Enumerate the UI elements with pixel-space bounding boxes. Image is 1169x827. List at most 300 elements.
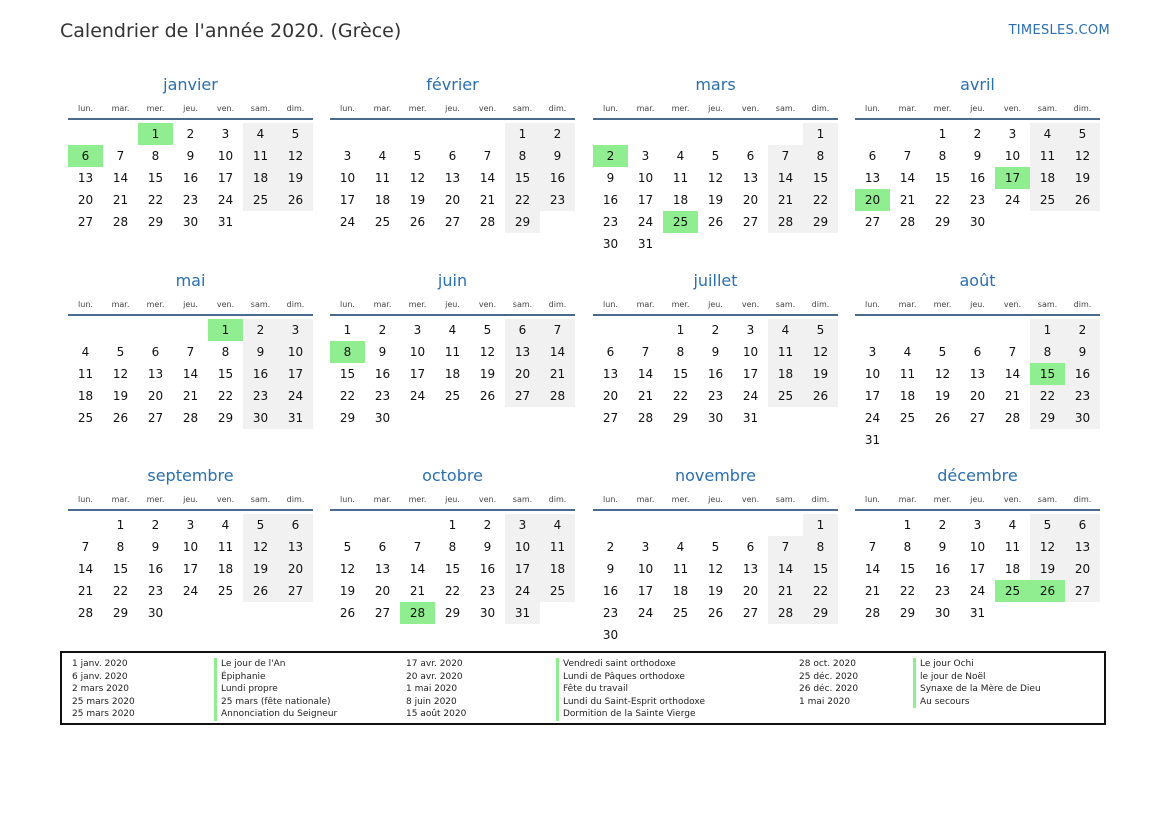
month-name: juin — [437, 271, 468, 290]
month-name: décembre — [937, 466, 1018, 485]
day-cell: 11 — [243, 145, 278, 167]
day-cell: 4 — [448, 323, 457, 337]
day-cell: 20 — [602, 389, 619, 403]
weekday-label: sam. — [512, 494, 533, 504]
empty-cell — [925, 319, 960, 341]
empty-cell — [593, 514, 628, 536]
holiday-day-cell: 8 — [330, 341, 365, 363]
day-cell: 1 — [116, 518, 125, 532]
weekday-header — [593, 98, 838, 120]
day-cell: 23 — [969, 193, 986, 207]
day-cell: 14 — [182, 367, 199, 381]
day-cell: 21 — [409, 584, 426, 598]
day-cell: 12 — [112, 367, 129, 381]
day-cell: 21 — [112, 193, 129, 207]
day-cell: 22 — [803, 189, 838, 211]
day-cell: 5 — [116, 345, 125, 359]
day-cell: 21 — [637, 389, 654, 403]
day-cell: 16 — [707, 367, 724, 381]
day-cell: 18 — [540, 558, 575, 580]
day-cell: 22 — [672, 389, 689, 403]
day-cell: 9 — [540, 145, 575, 167]
day-cell: 14 — [540, 341, 575, 363]
day-cell: 4 — [1008, 518, 1017, 532]
empty-cell — [995, 319, 1030, 341]
weekday-label: mer. — [408, 494, 427, 504]
weekday-label: mar. — [111, 103, 130, 113]
holiday-day-cell: 26 — [1030, 580, 1065, 602]
day-cell: 9 — [938, 540, 947, 554]
day-cell: 19 — [112, 389, 129, 403]
day-cell: 8 — [448, 540, 457, 554]
day-cell: 17 — [217, 171, 234, 185]
day-cell: 2 — [378, 323, 387, 337]
empty-cell — [890, 123, 925, 145]
weekday-label: mer. — [671, 103, 690, 113]
day-cell: 5 — [1030, 514, 1065, 536]
day-cell: 2 — [243, 319, 278, 341]
day-cell: 24 — [182, 584, 199, 598]
day-cell: 28 — [1004, 411, 1021, 425]
empty-cell — [768, 514, 803, 536]
day-cell: 23 — [243, 385, 278, 407]
day-cell: 6 — [448, 149, 457, 163]
day-cell: 18 — [899, 389, 916, 403]
empty-cell — [890, 319, 925, 341]
day-cell: 13 — [278, 536, 313, 558]
day-cell: 10 — [742, 345, 759, 359]
day-cell: 8 — [505, 145, 540, 167]
day-cell: 15 — [444, 562, 461, 576]
day-cell: 11 — [768, 341, 803, 363]
day-cell: 21 — [899, 193, 916, 207]
day-cell: 3 — [221, 127, 230, 141]
holiday-name: Annonciation du Seigneur — [214, 708, 337, 721]
day-cell: 30 — [934, 606, 951, 620]
weekday-label: sam. — [775, 103, 796, 113]
weekday-label: jeu. — [445, 494, 460, 504]
empty-cell — [698, 123, 733, 145]
day-cell: 23 — [934, 584, 951, 598]
day-cell: 25 — [1030, 189, 1065, 211]
day-cell: 7 — [540, 319, 575, 341]
day-cell: 18 — [1004, 562, 1021, 576]
weekday-label: mar. — [898, 299, 917, 309]
weekday-label: sam. — [775, 494, 796, 504]
day-cell: 3 — [746, 323, 755, 337]
day-cell: 3 — [505, 514, 540, 536]
day-cell: 18 — [243, 167, 278, 189]
day-cell: 28 — [864, 606, 881, 620]
weekday-label: ven. — [478, 494, 497, 504]
day-grid — [330, 514, 575, 624]
day-cell: 28 — [768, 211, 803, 233]
day-cell: 17 — [637, 584, 654, 598]
day-cell: 1 — [448, 518, 457, 532]
holiday-name: Vendredi saint orthodoxe — [556, 658, 676, 671]
day-cell: 26 — [934, 411, 951, 425]
day-cell: 27 — [742, 606, 759, 620]
day-cell: 11 — [217, 540, 234, 554]
day-cell: 19 — [278, 167, 313, 189]
day-cell: 17 — [409, 367, 426, 381]
day-cell: 6 — [378, 540, 387, 554]
month-9 — [330, 466, 575, 624]
day-cell: 6 — [278, 514, 313, 536]
weekday-label: mer. — [671, 494, 690, 504]
day-cell: 19 — [1065, 167, 1100, 189]
day-cell: 3 — [413, 323, 422, 337]
day-cell: 17 — [864, 389, 881, 403]
weekday-label: mar. — [373, 103, 392, 113]
day-cell: 28 — [77, 606, 94, 620]
empty-cell — [663, 514, 698, 536]
day-cell: 20 — [742, 584, 759, 598]
day-cell: 1 — [505, 123, 540, 145]
day-cell: 6 — [746, 540, 755, 554]
weekday-label: ven. — [478, 299, 497, 309]
day-cell: 13 — [602, 367, 619, 381]
day-cell: 3 — [973, 518, 982, 532]
day-cell: 18 — [374, 193, 391, 207]
day-cell: 13 — [1065, 536, 1100, 558]
weekday-label: ven. — [478, 103, 497, 113]
day-cell: 6 — [973, 345, 982, 359]
day-cell: 15 — [803, 167, 838, 189]
day-cell: 20 — [505, 363, 540, 385]
weekday-label: ven. — [216, 494, 235, 504]
holiday-name: Lundi propre — [214, 683, 278, 696]
day-cell: 15 — [217, 367, 234, 381]
day-cell: 9 — [151, 540, 160, 554]
weekday-header — [68, 98, 313, 120]
day-cell: 11 — [374, 171, 391, 185]
weekday-label: mar. — [111, 299, 130, 309]
holiday-day-cell: 15 — [1030, 363, 1065, 385]
day-cell: 27 — [278, 580, 313, 602]
brand-link[interactable]: TIMESLES.COM — [1008, 23, 1110, 38]
day-cell: 18 — [672, 193, 689, 207]
weekday-header — [593, 489, 838, 511]
day-cell: 12 — [1030, 536, 1065, 558]
holiday-date: 25 mars 2020 — [72, 696, 135, 707]
holiday-name: Fête du travail — [556, 683, 628, 696]
day-cell: 7 — [483, 149, 492, 163]
empty-cell — [365, 514, 400, 536]
empty-cell — [68, 319, 103, 341]
day-cell: 30 — [969, 215, 986, 229]
holiday-date: 25 mars 2020 — [72, 709, 135, 719]
weekday-label: jeu. — [708, 299, 723, 309]
weekday-label: lun. — [340, 103, 355, 113]
day-cell: 10 — [339, 171, 356, 185]
month-10 — [593, 466, 838, 646]
weekday-label: mer. — [671, 299, 690, 309]
day-cell: 11 — [444, 345, 461, 359]
day-cell: 1 — [803, 123, 838, 145]
month-name: mai — [175, 271, 206, 290]
day-cell: 2 — [540, 123, 575, 145]
empty-cell — [593, 319, 628, 341]
weekday-label: ven. — [741, 103, 760, 113]
empty-cell — [103, 123, 138, 145]
holiday-day-cell: 25 — [663, 211, 698, 233]
day-cell: 1 — [938, 127, 947, 141]
weekday-label: dim. — [1073, 299, 1092, 309]
weekday-label: mer. — [146, 103, 165, 113]
day-cell: 7 — [768, 145, 803, 167]
month-name: novembre — [674, 466, 757, 485]
day-cell: 14 — [768, 167, 803, 189]
day-cell: 21 — [1004, 389, 1021, 403]
day-cell: 7 — [413, 540, 422, 554]
day-cell: 11 — [77, 367, 94, 381]
day-cell: 7 — [903, 149, 912, 163]
weekday-label: jeu. — [970, 299, 985, 309]
day-cell: 14 — [112, 171, 129, 185]
day-cell: 1 — [343, 323, 352, 337]
day-cell: 17 — [339, 193, 356, 207]
day-cell: 4 — [378, 149, 387, 163]
day-cell: 28 — [899, 215, 916, 229]
day-cell: 26 — [707, 215, 724, 229]
weekday-label: sam. — [250, 103, 271, 113]
empty-cell — [855, 319, 890, 341]
empty-cell — [68, 514, 103, 536]
day-cell: 15 — [147, 171, 164, 185]
day-cell: 8 — [151, 149, 160, 163]
weekday-label: dim. — [811, 299, 830, 309]
weekday-label: ven. — [1003, 494, 1022, 504]
day-cell: 13 — [742, 171, 759, 185]
weekday-header — [330, 294, 575, 316]
day-cell: 27 — [602, 411, 619, 425]
month-6 — [593, 271, 838, 429]
day-cell: 12 — [339, 562, 356, 576]
day-cell: 12 — [934, 367, 951, 381]
day-cell: 20 — [374, 584, 391, 598]
day-cell: 22 — [899, 584, 916, 598]
day-cell: 16 — [602, 584, 619, 598]
holiday-date: 1 mai 2020 — [406, 684, 458, 694]
day-cell: 9 — [378, 345, 387, 359]
day-cell: 22 — [147, 193, 164, 207]
weekday-label: mer. — [933, 103, 952, 113]
day-cell: 19 — [934, 389, 951, 403]
holiday-name: Synaxe de la Mère de Dieu — [913, 683, 1041, 696]
weekday-label: ven. — [216, 299, 235, 309]
day-cell: 7 — [868, 540, 877, 554]
day-cell: 19 — [479, 367, 496, 381]
day-cell: 16 — [969, 171, 986, 185]
day-cell: 14 — [1004, 367, 1021, 381]
day-cell: 13 — [864, 171, 881, 185]
weekday-label: dim. — [548, 103, 567, 113]
day-cell: 5 — [711, 149, 720, 163]
day-cell: 24 — [278, 385, 313, 407]
day-cell: 27 — [969, 411, 986, 425]
day-cell: 13 — [77, 171, 94, 185]
holiday-list — [60, 651, 1106, 725]
holiday-name: Au secours — [913, 696, 970, 709]
day-cell: 26 — [112, 411, 129, 425]
empty-cell — [855, 514, 890, 536]
day-cell: 19 — [339, 584, 356, 598]
day-cell: 7 — [768, 536, 803, 558]
weekday-header — [68, 489, 313, 511]
day-cell: 6 — [868, 149, 877, 163]
day-cell: 16 — [374, 367, 391, 381]
empty-cell — [733, 123, 768, 145]
holiday-date: 17 avr. 2020 — [406, 659, 463, 669]
day-grid — [330, 319, 575, 429]
weekday-label: mar. — [636, 103, 655, 113]
day-cell: 8 — [116, 540, 125, 554]
day-grid — [855, 514, 1100, 624]
day-cell: 24 — [742, 389, 759, 403]
day-cell: 3 — [343, 149, 352, 163]
day-cell: 27 — [1065, 580, 1100, 602]
day-cell: 23 — [707, 389, 724, 403]
weekday-header — [855, 489, 1100, 511]
calendar-title: Calendrier de l'année 2020. (Grèce) — [60, 20, 402, 42]
day-cell: 29 — [112, 606, 129, 620]
day-cell: 14 — [899, 171, 916, 185]
day-cell: 30 — [147, 606, 164, 620]
weekday-label: sam. — [250, 299, 271, 309]
month-0 — [68, 75, 313, 233]
day-cell: 8 — [676, 345, 685, 359]
day-cell: 5 — [413, 149, 422, 163]
day-cell: 30 — [602, 628, 619, 642]
day-cell: 10 — [182, 540, 199, 554]
day-cell: 30 — [374, 411, 391, 425]
weekday-label: sam. — [1037, 299, 1058, 309]
day-cell: 13 — [505, 341, 540, 363]
day-cell: 3 — [868, 345, 877, 359]
month-4 — [68, 271, 313, 429]
day-cell: 29 — [505, 211, 540, 233]
day-cell: 10 — [278, 341, 313, 363]
weekday-label: ven. — [1003, 299, 1022, 309]
day-cell: 30 — [479, 606, 496, 620]
day-cell: 4 — [1030, 123, 1065, 145]
month-8 — [68, 466, 313, 624]
day-cell: 12 — [707, 562, 724, 576]
day-cell: 23 — [479, 584, 496, 598]
empty-cell — [330, 123, 365, 145]
day-cell: 9 — [606, 562, 615, 576]
day-cell: 12 — [278, 145, 313, 167]
day-cell: 11 — [672, 562, 689, 576]
day-cell: 11 — [540, 536, 575, 558]
day-cell: 18 — [1030, 167, 1065, 189]
holiday-date: 1 mai 2020 — [799, 696, 851, 707]
empty-cell — [68, 123, 103, 145]
day-cell: 5 — [1065, 123, 1100, 145]
month-name: février — [426, 75, 479, 94]
day-cell: 26 — [278, 189, 313, 211]
day-cell: 15 — [672, 367, 689, 381]
weekday-label: mar. — [898, 103, 917, 113]
empty-cell — [698, 514, 733, 536]
day-cell: 4 — [676, 149, 685, 163]
empty-cell — [960, 319, 995, 341]
weekday-label: jeu. — [183, 103, 198, 113]
month-7 — [855, 271, 1100, 451]
day-cell: 25 — [540, 580, 575, 602]
day-cell: 23 — [147, 584, 164, 598]
day-cell: 18 — [77, 389, 94, 403]
day-cell: 8 — [221, 345, 230, 359]
day-cell: 25 — [77, 411, 94, 425]
day-cell: 20 — [1065, 558, 1100, 580]
day-cell: 22 — [803, 580, 838, 602]
day-cell: 29 — [899, 606, 916, 620]
weekday-label: lun. — [78, 103, 93, 113]
day-cell: 31 — [637, 237, 654, 251]
weekday-label: sam. — [512, 103, 533, 113]
day-cell: 18 — [217, 562, 234, 576]
day-cell: 29 — [444, 606, 461, 620]
month-11 — [855, 466, 1100, 624]
day-cell: 17 — [278, 363, 313, 385]
month-2 — [593, 75, 838, 255]
day-cell: 8 — [1030, 341, 1065, 363]
day-cell: 23 — [602, 215, 619, 229]
day-cell: 24 — [1004, 193, 1021, 207]
weekday-header — [330, 489, 575, 511]
weekday-label: lun. — [865, 299, 880, 309]
day-cell: 26 — [479, 389, 496, 403]
day-cell: 12 — [243, 536, 278, 558]
holiday-name: Épiphanie — [214, 671, 266, 684]
day-cell: 4 — [540, 514, 575, 536]
weekday-label: mar. — [373, 494, 392, 504]
day-cell: 19 — [707, 584, 724, 598]
day-cell: 15 — [505, 167, 540, 189]
day-cell: 7 — [641, 345, 650, 359]
holiday-date: 2 mars 2020 — [72, 684, 130, 694]
day-cell: 2 — [483, 518, 492, 532]
day-cell: 22 — [934, 193, 951, 207]
holiday-date: 15 août 2020 — [406, 709, 467, 719]
day-cell: 28 — [768, 602, 803, 624]
day-cell: 4 — [221, 518, 230, 532]
day-cell: 24 — [969, 584, 986, 598]
weekday-label: dim. — [811, 103, 830, 113]
holiday-name: Le jour Ochi — [913, 658, 974, 671]
day-cell: 15 — [934, 171, 951, 185]
day-cell: 10 — [637, 171, 654, 185]
empty-cell — [173, 319, 208, 341]
holiday-date: 8 juin 2020 — [406, 696, 457, 707]
day-cell: 2 — [186, 127, 195, 141]
day-cell: 15 — [803, 558, 838, 580]
day-cell: 23 — [602, 606, 619, 620]
day-cell: 19 — [243, 558, 278, 580]
weekday-label: dim. — [286, 103, 305, 113]
weekday-label: mer. — [933, 299, 952, 309]
empty-cell — [330, 514, 365, 536]
day-cell: 29 — [803, 602, 838, 624]
day-cell: 6 — [746, 149, 755, 163]
month-name: août — [959, 271, 996, 290]
weekday-label: jeu. — [183, 494, 198, 504]
weekday-label: mer. — [146, 299, 165, 309]
day-cell: 8 — [903, 540, 912, 554]
day-cell: 21 — [479, 193, 496, 207]
